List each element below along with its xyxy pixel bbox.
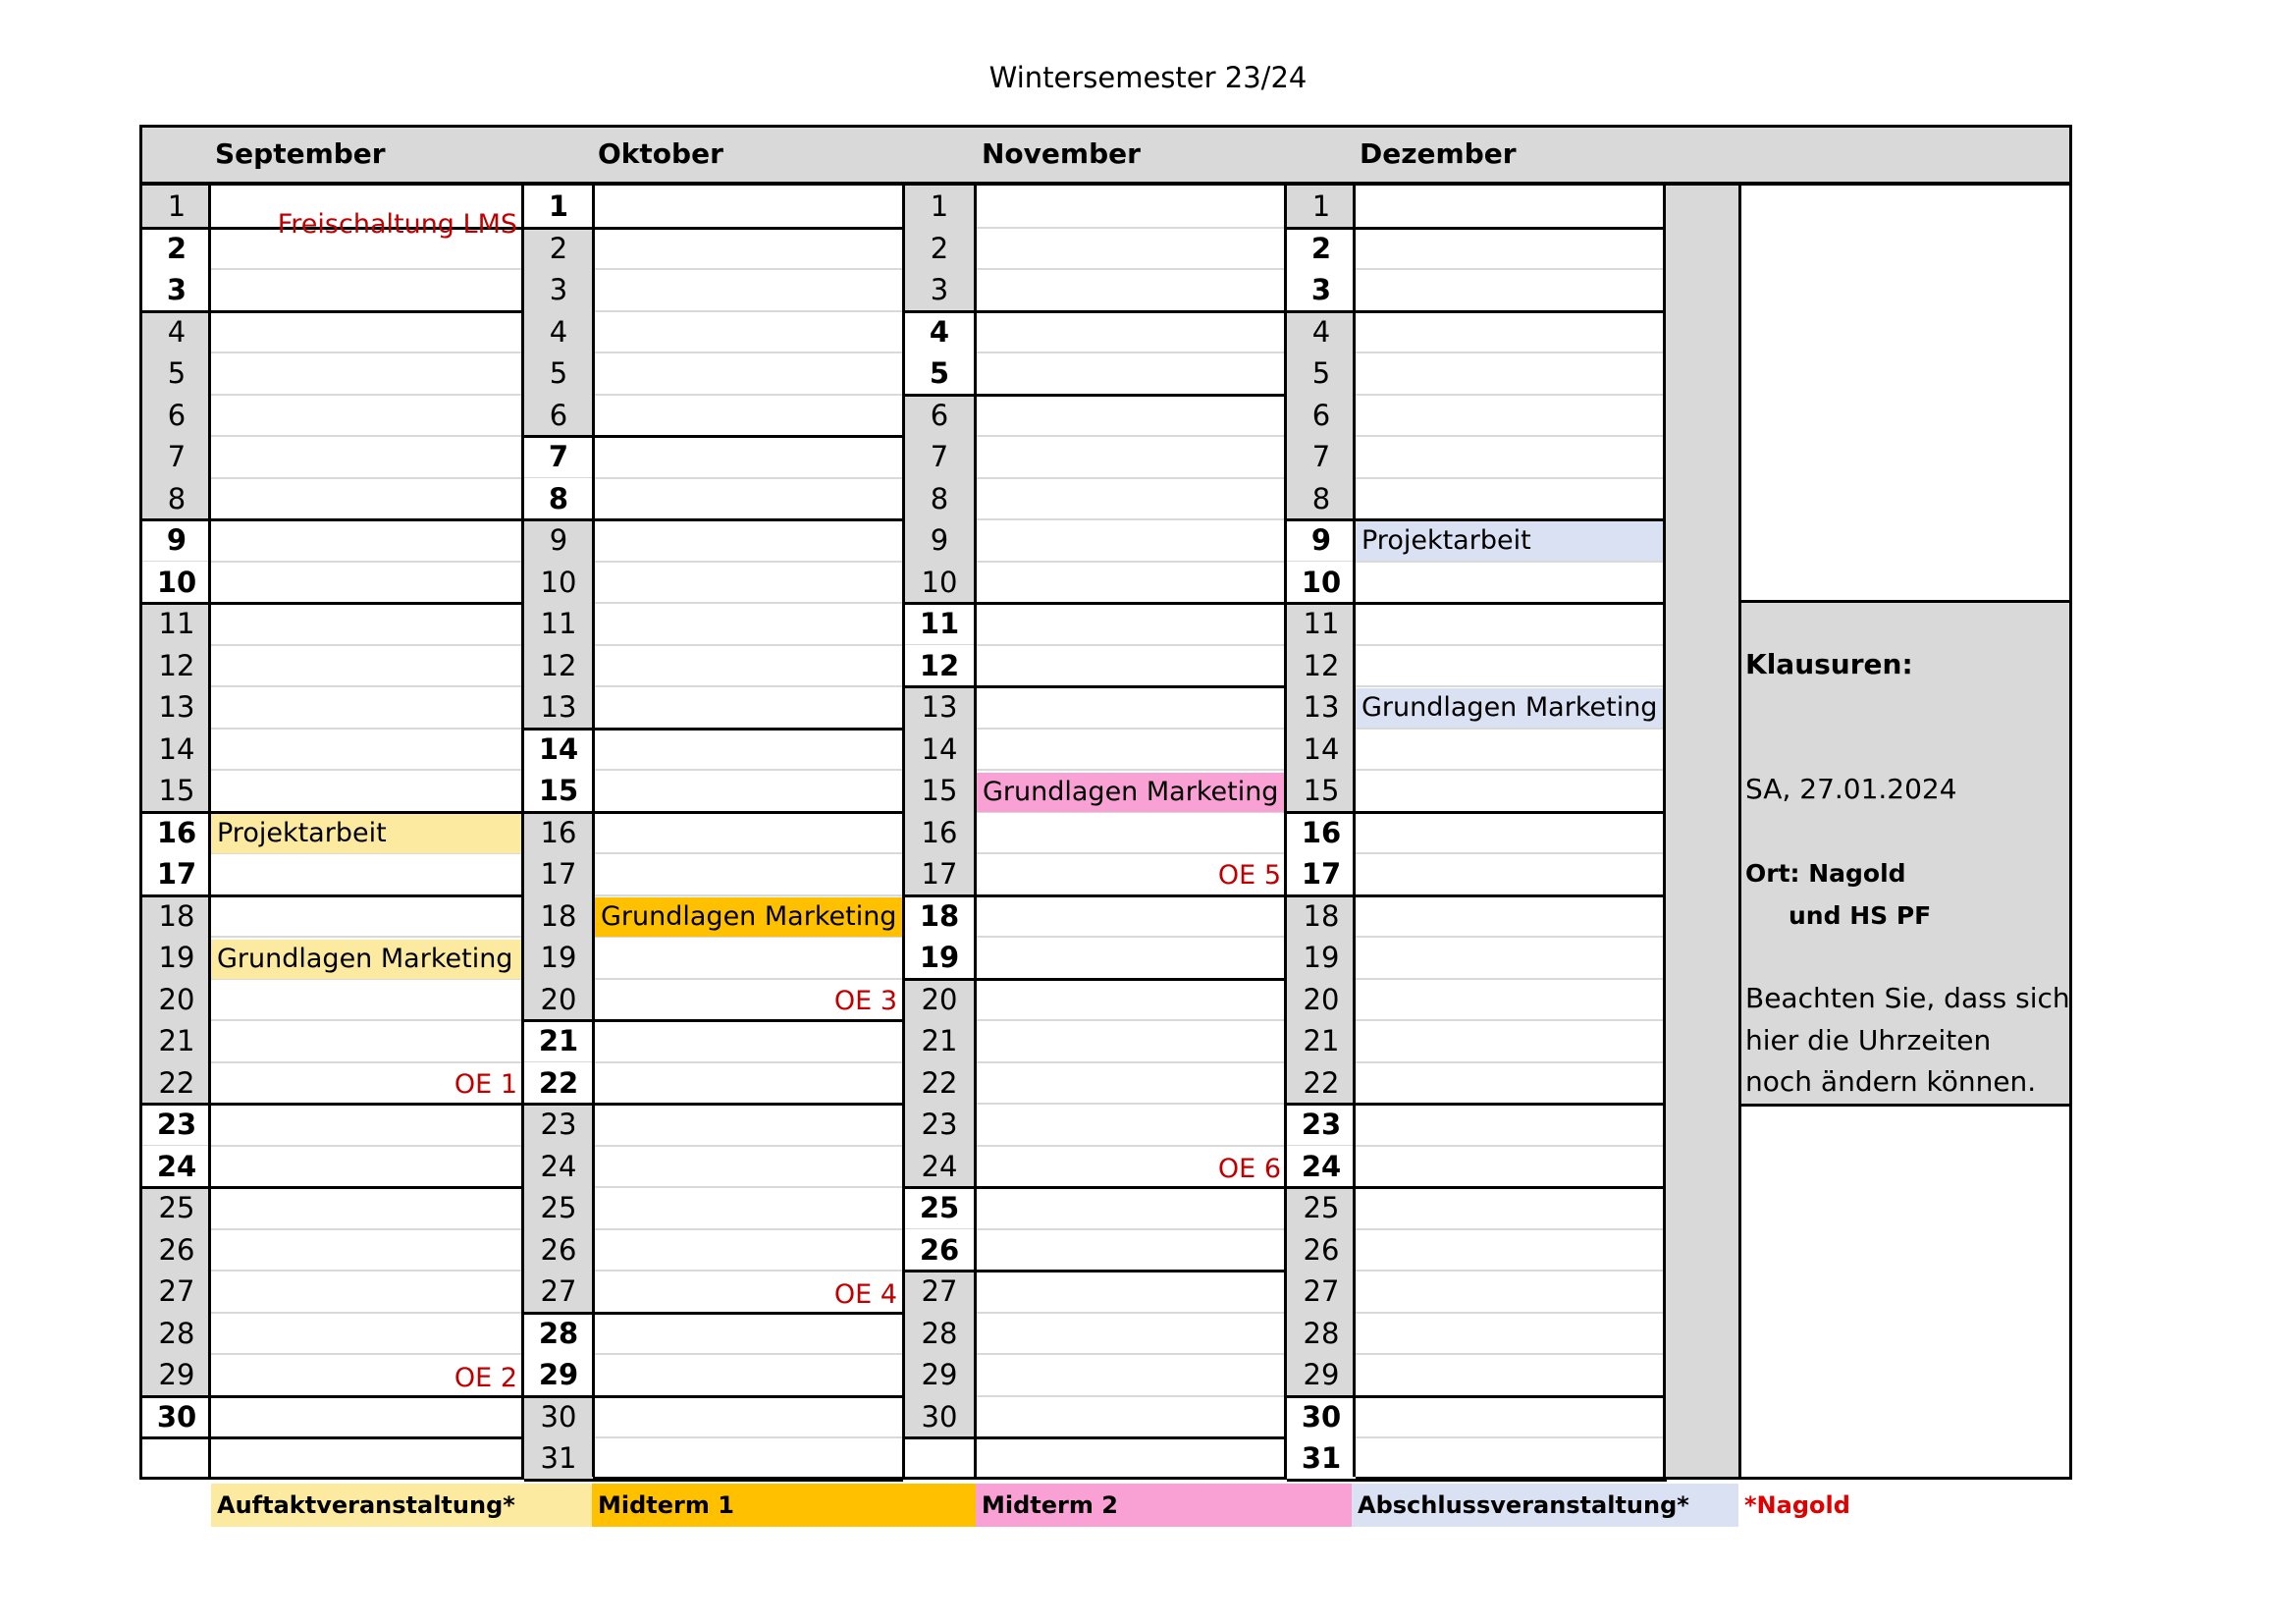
week-divider: [1287, 602, 1667, 605]
oktober-day-18: 18: [540, 898, 577, 933]
row-divider: [977, 728, 1284, 730]
event-dez13-grundlagen-marketing: Grundlagen Marketing: [1356, 688, 1664, 728]
oktober-day-9: 9: [549, 523, 568, 557]
row-divider: [595, 769, 902, 771]
oktober-day-30: 30: [540, 1399, 577, 1434]
september-day-11: 11: [158, 607, 195, 640]
row-divider: [595, 852, 902, 854]
row-divider: [211, 1145, 521, 1147]
november-day-20: 20: [921, 982, 958, 1016]
row-divider: [1356, 685, 1664, 687]
september-day-27: 27: [158, 1274, 195, 1308]
dezember-day-20: 20: [1303, 982, 1340, 1016]
dezember-day-31: 31: [1287, 1437, 1356, 1479]
row-divider: [211, 1228, 521, 1230]
november-day-17: 17: [921, 857, 958, 891]
september-day-9: 9: [142, 519, 211, 561]
november-day-3: 3: [930, 273, 949, 306]
week-divider: [1287, 227, 1667, 230]
row-divider: [1356, 644, 1664, 646]
week-divider: [1287, 310, 1667, 313]
september-day-18: 18: [158, 898, 195, 933]
dezember-day-2: 2: [1287, 228, 1356, 269]
dezember-day-21: 21: [1303, 1024, 1340, 1057]
row-divider: [977, 435, 1284, 437]
week-divider: [524, 435, 903, 438]
november-day-5: 5: [905, 352, 974, 394]
september-day-19: 19: [158, 941, 195, 974]
klausuren-box-top: [1738, 600, 2072, 603]
oktober-day-15: 15: [524, 770, 593, 811]
row-divider: [211, 1270, 521, 1272]
week-divider: [905, 978, 1284, 981]
row-divider: [977, 1353, 1284, 1355]
week-divider: [142, 602, 524, 605]
row-divider: [977, 769, 1284, 771]
row-divider: [1356, 1270, 1664, 1272]
row-divider: [211, 394, 521, 396]
week-divider: [524, 1479, 903, 1482]
oktober-day-31: 31: [540, 1441, 577, 1475]
week-divider: [524, 227, 903, 230]
row-divider: [977, 644, 1284, 646]
row-divider: [977, 1061, 1284, 1063]
row-divider: [977, 852, 1284, 854]
week-divider: [905, 1436, 1284, 1439]
row-divider: [211, 1312, 521, 1314]
november-day-9: 9: [930, 523, 949, 557]
november-day-26: 26: [905, 1229, 974, 1271]
week-divider: [142, 1186, 524, 1189]
november-day-8: 8: [930, 481, 949, 515]
row-divider: [211, 561, 521, 563]
row-divider: [595, 268, 902, 270]
dezember-day-24: 24: [1287, 1146, 1356, 1187]
page-title: Wintersemester 23/24: [988, 61, 1308, 94]
dezember-day-19: 19: [1303, 941, 1340, 974]
week-divider: [142, 894, 524, 897]
legend-nagold: *Nagold: [1744, 1491, 1850, 1519]
event-sep16-projektarbeit: Projektarbeit: [211, 814, 521, 853]
klausur-ort-2: und HS PF: [1789, 901, 1932, 930]
event-dez9-projektarbeit: Projektarbeit: [1356, 521, 1664, 561]
row-divider: [595, 1061, 902, 1063]
row-divider: [595, 894, 902, 896]
november-day-30: 30: [921, 1399, 958, 1434]
dezember-day-28: 28: [1303, 1316, 1340, 1350]
september-day-24: 24: [142, 1146, 211, 1187]
september-day-23: 23: [142, 1104, 211, 1145]
row-divider: [1356, 852, 1664, 854]
dezember-day-15: 15: [1303, 774, 1340, 807]
legend-midterm2: Midterm 2: [976, 1484, 1352, 1527]
week-divider: [524, 518, 903, 521]
september-day-13: 13: [158, 690, 195, 724]
separator-line-left: [1663, 186, 1666, 1477]
november-day-1: 1: [930, 189, 949, 223]
september-day-10: 10: [142, 562, 211, 603]
legend-auftakt: Auftaktveranstaltung*: [211, 1484, 592, 1527]
november-day-7: 7: [930, 440, 949, 473]
dezember-day-16: 16: [1287, 812, 1356, 853]
september-day-7: 7: [167, 440, 187, 473]
oktober-day-5: 5: [549, 356, 568, 390]
oktober-day-8: 8: [524, 478, 593, 519]
september-day-29: 29: [158, 1358, 195, 1391]
row-divider: [211, 268, 521, 270]
november-day-22: 22: [921, 1065, 958, 1100]
row-divider: [595, 1270, 902, 1272]
november-day-21: 21: [921, 1024, 958, 1057]
november-day-10: 10: [921, 565, 958, 599]
month-header-november: November: [982, 137, 1141, 170]
september-day-16: 16: [142, 812, 211, 853]
row-divider: [1356, 352, 1664, 353]
november-day-29: 29: [921, 1358, 958, 1391]
oktober-day-11: 11: [540, 607, 577, 640]
oktober-day-12: 12: [540, 648, 577, 682]
row-divider: [977, 936, 1284, 938]
oktober-day-4: 4: [549, 314, 568, 349]
oktober-day-6: 6: [549, 398, 568, 432]
dezember-day-22: 22: [1303, 1065, 1340, 1100]
row-divider: [977, 1312, 1284, 1314]
dezember-day-7: 7: [1311, 440, 1331, 473]
week-divider: [1287, 1186, 1667, 1189]
week-divider: [1287, 811, 1667, 814]
week-divider: [524, 1395, 903, 1398]
dezember-day-14: 14: [1303, 731, 1340, 766]
september-day-22: 22: [158, 1065, 195, 1100]
row-divider: [211, 435, 521, 437]
dezember-day-18: 18: [1303, 898, 1340, 933]
september-day-21: 21: [158, 1024, 195, 1057]
november-day-4: 4: [905, 311, 974, 352]
row-divider: [211, 352, 521, 353]
row-divider: [1356, 769, 1664, 771]
row-divider: [211, 728, 521, 730]
september-day-3: 3: [142, 269, 211, 310]
dezember-day-30: 30: [1287, 1396, 1356, 1437]
row-divider: [211, 477, 521, 479]
oktober-day-2: 2: [549, 231, 568, 265]
dezember-day-9: 9: [1287, 519, 1356, 561]
dezember-day-25: 25: [1303, 1191, 1340, 1224]
november-day-18: 18: [905, 895, 974, 937]
klausur-ort: Ort: Nagold: [1745, 859, 1906, 888]
row-divider: [211, 1353, 521, 1355]
oe-4-label: OE 4: [833, 1279, 897, 1310]
row-divider: [1356, 1312, 1664, 1314]
row-divider: [977, 268, 1284, 270]
row-divider: [595, 1228, 902, 1230]
oktober-day-13: 13: [540, 690, 577, 724]
row-divider: [977, 561, 1284, 563]
oktober-day-26: 26: [540, 1232, 577, 1267]
november-day-23: 23: [921, 1108, 958, 1141]
row-divider: [595, 352, 902, 353]
row-divider: [1356, 477, 1664, 479]
oktober-day-7: 7: [524, 436, 593, 477]
row-divider: [977, 477, 1284, 479]
row-divider: [595, 1353, 902, 1355]
row-divider: [211, 1019, 521, 1021]
row-divider: [1356, 268, 1664, 270]
week-divider: [905, 394, 1284, 397]
row-divider: [1356, 394, 1664, 396]
row-divider: [1356, 978, 1664, 980]
dezember-day-1: 1: [1311, 189, 1331, 223]
row-divider: [595, 644, 902, 646]
oktober-day-23: 23: [540, 1108, 577, 1141]
klausuren-box-bottom: [1738, 1104, 2072, 1107]
november-day-28: 28: [921, 1316, 958, 1350]
row-divider: [1356, 936, 1664, 938]
event-nov15-grundlagen-marketing: Grundlagen Marketing: [977, 773, 1284, 812]
september-day-20: 20: [158, 982, 195, 1016]
week-divider: [1287, 1103, 1667, 1106]
september-day-1: 1: [167, 189, 187, 223]
klausuren-heading: Klausuren:: [1745, 648, 1913, 680]
oktober-day-21: 21: [524, 1020, 593, 1061]
row-divider: [211, 936, 521, 938]
dezember-day-17: 17: [1287, 853, 1356, 894]
oktober-day-1: 1: [524, 186, 593, 227]
week-divider: [524, 811, 903, 814]
row-divider: [595, 561, 902, 563]
november-column-border: [974, 186, 977, 1477]
november-day-16: 16: [921, 815, 958, 849]
dezember-day-23: 23: [1287, 1104, 1356, 1145]
klausur-note-3: noch ändern können.: [1745, 1065, 2037, 1098]
dezember-day-4: 4: [1311, 314, 1331, 349]
oktober-day-27: 27: [540, 1274, 577, 1308]
oe-2-label: OE 2: [454, 1363, 517, 1393]
november-day-11: 11: [905, 603, 974, 644]
legend-midterm1: Midterm 1: [592, 1484, 976, 1527]
oktober-day-24: 24: [540, 1149, 577, 1183]
september-day-5: 5: [167, 356, 187, 390]
week-divider: [524, 1103, 903, 1106]
row-divider: [1356, 1019, 1664, 1021]
september-day-12: 12: [158, 648, 195, 682]
row-divider: [977, 1228, 1284, 1230]
legend-abschluss: Abschlussveranstaltung*: [1352, 1484, 1738, 1527]
month-header-september: September: [215, 137, 386, 170]
oktober-day-16: 16: [540, 815, 577, 849]
oktober-day-3: 3: [549, 273, 568, 306]
oe-3-label: OE 3: [833, 986, 897, 1016]
event-okt18-grundlagen-marketing: Grundlagen Marketing: [595, 897, 902, 937]
september-day-14: 14: [158, 731, 195, 766]
september-day-30: 30: [142, 1396, 211, 1437]
dezember-day-12: 12: [1303, 648, 1340, 682]
september-day-15: 15: [158, 774, 195, 807]
dezember-day-27: 27: [1303, 1274, 1340, 1308]
row-divider: [977, 352, 1284, 353]
row-divider: [595, 477, 902, 479]
september-day-8: 8: [167, 481, 187, 515]
november-day-12: 12: [905, 645, 974, 686]
row-divider: [211, 685, 521, 687]
month-header-dezember: Dezember: [1360, 137, 1517, 170]
september-day-2: 2: [142, 228, 211, 269]
oktober-day-20: 20: [540, 982, 577, 1016]
oktober-day-19: 19: [540, 941, 577, 974]
row-divider: [977, 518, 1284, 520]
week-divider: [142, 518, 524, 521]
klausur-note-2: hier die Uhrzeiten: [1745, 1024, 1992, 1056]
september-day-28: 28: [158, 1316, 195, 1350]
event-freischaltung-lms: Freischaltung LMS: [277, 209, 517, 240]
dezember-day-8: 8: [1311, 481, 1331, 515]
november-day-24: 24: [921, 1149, 958, 1183]
oe-1-label: OE 1: [454, 1069, 517, 1100]
november-day-15: 15: [921, 774, 958, 807]
oktober-day-25: 25: [540, 1191, 577, 1224]
oktober-day-17: 17: [540, 857, 577, 891]
oktober-day-14: 14: [524, 729, 593, 770]
dezember-day-11: 11: [1303, 607, 1340, 640]
dezember-day-29: 29: [1303, 1358, 1340, 1391]
klausur-note-1: Beachten Sie, dass sich: [1745, 982, 2070, 1014]
oktober-day-22: 22: [524, 1062, 593, 1104]
week-divider: [142, 310, 524, 313]
row-divider: [211, 1061, 521, 1063]
week-divider: [142, 1436, 524, 1439]
november-day-13: 13: [921, 690, 958, 724]
november-day-25: 25: [905, 1187, 974, 1228]
row-divider: [211, 644, 521, 646]
september-day-25: 25: [158, 1191, 195, 1224]
row-divider: [595, 978, 902, 980]
row-divider: [1356, 1436, 1664, 1438]
november-day-6: 6: [930, 398, 949, 432]
row-divider: [1356, 1353, 1664, 1355]
oe-5-label: OE 5: [1217, 860, 1281, 891]
week-divider: [905, 602, 1284, 605]
week-divider: [1287, 894, 1667, 897]
row-divider: [1356, 1145, 1664, 1147]
september-day-17: 17: [142, 853, 211, 894]
row-divider: [595, 602, 902, 604]
row-divider: [977, 1145, 1284, 1147]
dezember-day-3: 3: [1287, 269, 1356, 310]
row-divider: [1356, 435, 1664, 437]
november-day-19: 19: [905, 937, 974, 978]
dezember-day-26: 26: [1303, 1232, 1340, 1267]
month-header-oktober: Oktober: [598, 137, 723, 170]
row-divider: [977, 1019, 1284, 1021]
november-day-2: 2: [930, 231, 949, 265]
dezember-column-border: [1353, 186, 1356, 1477]
row-divider: [595, 394, 902, 396]
row-divider: [977, 227, 1284, 229]
november-day-27: 27: [921, 1274, 958, 1308]
row-divider: [595, 1145, 902, 1147]
oktober-day-28: 28: [524, 1313, 593, 1354]
week-divider: [524, 728, 903, 731]
week-divider: [1287, 1395, 1667, 1398]
row-divider: [595, 685, 902, 687]
week-divider: [1287, 1479, 1667, 1482]
september-day-4: 4: [167, 314, 187, 349]
oe-6-label: OE 6: [1217, 1154, 1281, 1184]
september-day-6: 6: [167, 398, 187, 432]
row-divider: [1356, 1228, 1664, 1230]
dezember-day-10: 10: [1287, 562, 1356, 603]
row-divider: [595, 310, 902, 312]
klausur-date: SA, 27.01.2024: [1745, 773, 1957, 805]
row-divider: [211, 769, 521, 771]
week-divider: [905, 310, 1284, 313]
week-divider: [905, 685, 1284, 688]
row-divider: [1356, 1061, 1664, 1063]
event-sep19-grundlagen-marketing: Grundlagen Marketing: [211, 940, 521, 979]
oktober-day-29: 29: [524, 1354, 593, 1395]
row-divider: [977, 1395, 1284, 1397]
week-divider: [905, 1270, 1284, 1272]
row-divider: [595, 1186, 902, 1188]
september-day-26: 26: [158, 1232, 195, 1267]
dezember-day-6: 6: [1311, 398, 1331, 432]
row-divider: [595, 1436, 902, 1438]
separator-column: [1665, 186, 1739, 1477]
dezember-day-5: 5: [1311, 356, 1331, 390]
row-divider: [977, 1103, 1284, 1105]
dezember-day-13: 13: [1303, 690, 1340, 724]
november-day-14: 14: [921, 731, 958, 766]
oktober-day-10: 10: [540, 565, 577, 599]
